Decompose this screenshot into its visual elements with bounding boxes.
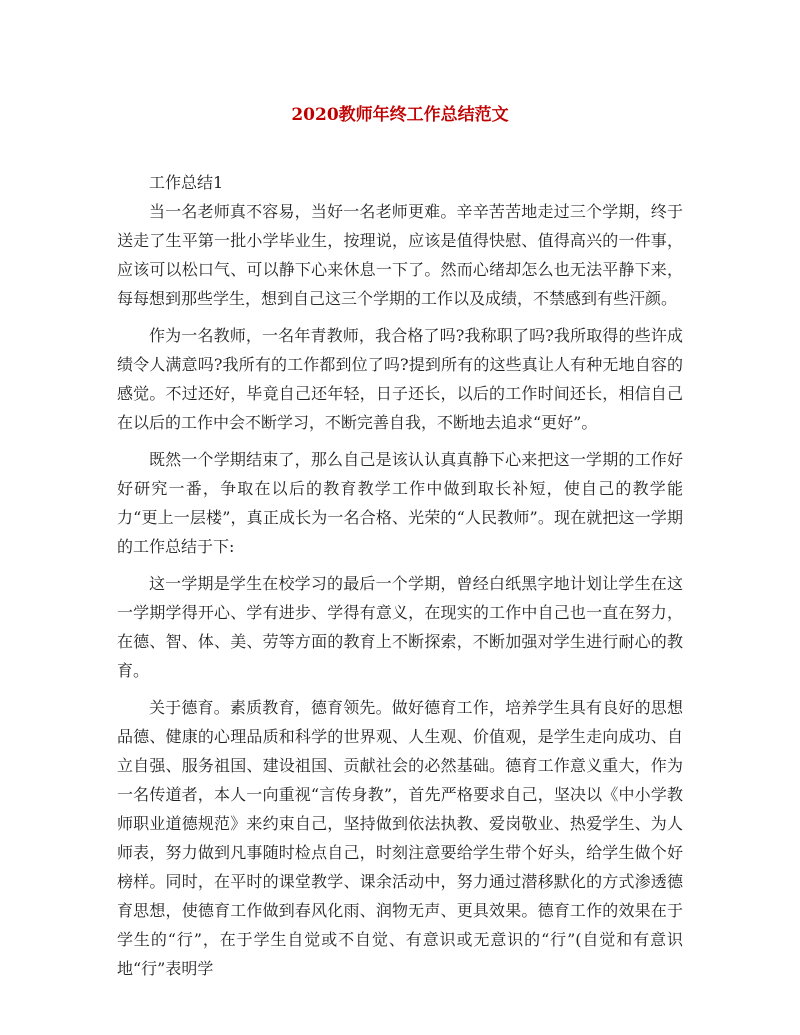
document-body: [117, 168, 683, 983]
section-heading: 工作总结1: [149, 173, 224, 192]
paragraph-3: 既然一个学期结束了，那么自己是该认认真真静下心来把这一学期的工作好好研究一番，争取在以后的教育教学工作中做到取长补短，使自己的教学能力“更上一层楼”，真正成长为一名合格、光荣的“人民教师”。现在就把这一学期的工作总结于下:: [117, 450, 683, 556]
paragraph-5: 关于德育。素质教育，德育领先。做好德育工作，培养学生具有良好的思想品德、健康的心理品质和科学的世界观、人生观、价值观，是学生走向成功、自立自强、服务祖国、建设祖国、贡献社会的必然基础。德育工作意义重大，作为一名传道者，本人一向重视“言传身教”，首先严格要求自己，坚决以《中小学教师职业道德规范》来约束自己，坚持做到依法执教、爱岗敬业、热爱学生、为人师表，努力做到凡事随时检点自己，时刻注意要给学生带个好头，给学生做个好榜样。同时，在平时的课堂教学、课余活动中，努力通过潜移默化的方式渗透德育思想，使德育工作做到春风化雨、润物无声、更具效果。德育工作的效果在于学生的“行”，在于学生自觉或不自觉、有意识或无意识的“行”(自觉和有意识地“行”表明学: [117, 698, 683, 978]
paragraph-2: 作为一名教师，一名年青教师，我合格了吗?我称职了吗?我所取得的些许成绩令人满意吗?我所有的工作都到位了吗?提到所有的这些真让人有种无地自容的感觉。不过还好，毕竟自己还年轻，日子还长，以后的工作时间还长，相信自己在以后的工作中会不断学习，不断完善自我，不断地去追求“更好”。: [117, 326, 683, 432]
paragraph-4: 这一学期是学生在校学习的最后一个学期，曾经白纸黑字地计划让学生在这一学期学得开心、学有进步、学得有意义，在现实的工作中自己也一直在努力，在德、智、体、美、劳等方面的教育上不断探索，不断加强对学生进行耐心的教育。: [117, 574, 683, 680]
document-title: 2020教师年终工作总结范文: [291, 105, 509, 125]
paragraph-1: 当一名老师真不容易，当好一名老师更难。辛辛苦苦地走过三个学期，终于送走了生平第一批小学毕业生，按理说，应该是值得快慰、值得高兴的一件事，应该可以松口气、可以静下心来休息一下了。然而心绪却怎么也无法平静下来，每每想到那些学生，想到自己这三个学期的工作以及成绩，不禁感到有些汗颜。: [117, 202, 683, 308]
